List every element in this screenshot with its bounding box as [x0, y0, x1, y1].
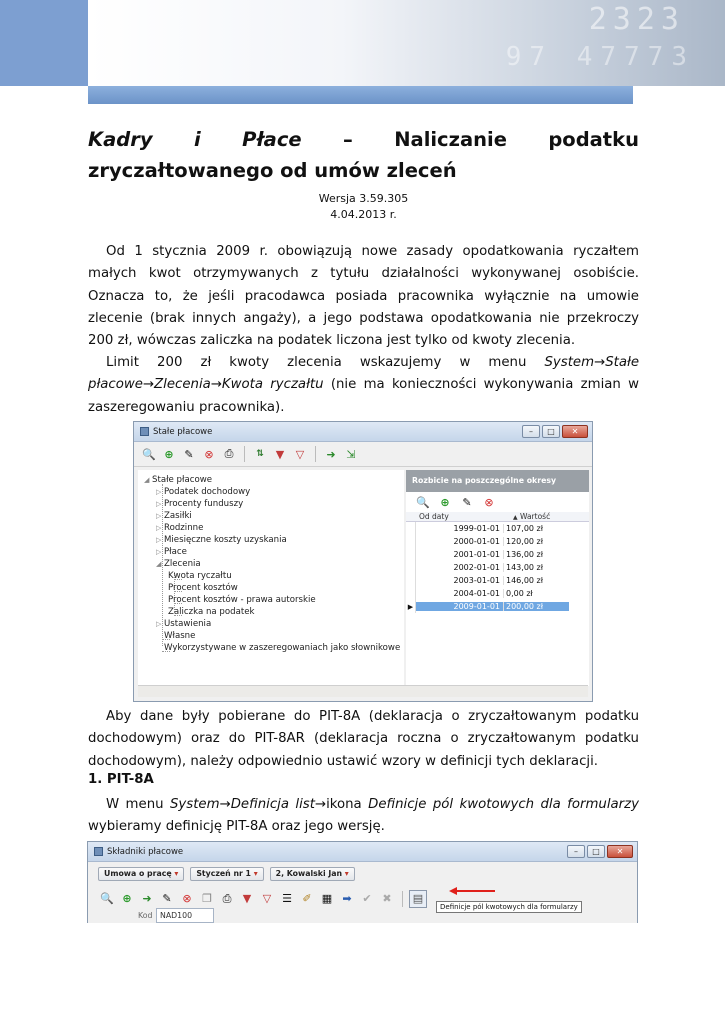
add-icon[interactable]: ⊕: [164, 447, 174, 461]
expanded-icon[interactable]: ◢: [156, 560, 162, 568]
cell-date: 2004-01-01: [453, 589, 500, 598]
cell-date: 2002-01-01: [453, 563, 500, 572]
tree-item-label: Podatek dochodowy: [164, 487, 251, 497]
window-titlebar: [134, 422, 592, 442]
w2-list-icon[interactable]: ☰: [282, 892, 292, 905]
cell-date: 2001-01-01: [453, 550, 500, 559]
import-icon[interactable]: ⇲: [346, 447, 356, 461]
collapsed-icon[interactable]: ▷: [156, 488, 162, 496]
panel-delete-icon[interactable]: ⊗: [484, 495, 494, 509]
document-title: [88, 124, 639, 186]
kod-input[interactable]: NAD100: [156, 908, 214, 923]
panel-edit-icon[interactable]: ✎: [462, 495, 472, 509]
collapsed-icon[interactable]: ▷: [156, 512, 162, 520]
banner-decoration-digits-2: 97 47773: [505, 42, 695, 72]
tree-item[interactable]: [156, 534, 287, 546]
expanded-icon[interactable]: ◢: [144, 476, 150, 484]
collapsed-icon[interactable]: ▷: [156, 500, 162, 508]
w2-delete-icon[interactable]: ⊗: [182, 892, 192, 905]
tree-item[interactable]: [168, 606, 255, 618]
window2-titlebar: [88, 842, 637, 862]
window-toolbar: [134, 442, 592, 467]
cell-value: 200,00 zł: [503, 602, 569, 611]
tree-item[interactable]: [156, 642, 400, 654]
collapsed-icon[interactable]: ▷: [156, 524, 162, 532]
tree-item[interactable]: [156, 546, 187, 558]
cell-date: 2000-01-01: [453, 537, 500, 546]
w2-filter-icon[interactable]: ▼: [242, 892, 252, 905]
w2-preview-icon[interactable]: 🔍: [100, 892, 114, 905]
print-icon[interactable]: ⎙: [224, 447, 234, 460]
panel-preview-icon[interactable]: 🔍: [416, 495, 430, 509]
cell-value: 120,00 zł: [503, 537, 569, 546]
w2-filter-clear-icon[interactable]: ▽: [262, 892, 272, 905]
row-marker: [406, 535, 416, 548]
paragraph-4-text-b: ikona: [326, 797, 369, 812]
window2-title: Składniki płacowe: [107, 846, 184, 857]
tree-item-label: Wykorzystywane w zaszeregowaniach jako słownikowe: [164, 643, 401, 653]
panel-title: Rozbicie na poszczególne okresy: [406, 470, 589, 492]
row-marker: [406, 522, 416, 535]
window-skladniki-placowe: [87, 841, 638, 923]
w2-cancel-icon[interactable]: ✖: [382, 892, 392, 905]
cell-date: 1999-01-01: [453, 524, 500, 533]
tree-item-label: Rodzinne: [164, 523, 204, 533]
version-label: Wersja 3.59.305: [318, 192, 409, 205]
tree-view: [138, 470, 404, 686]
table-row[interactable]: [406, 561, 589, 574]
delete-icon[interactable]: ⊗: [204, 447, 214, 461]
field-definitions-icon[interactable]: ▤: [409, 890, 427, 908]
sort-icon[interactable]: ⇅: [256, 449, 264, 459]
banner-strip: [88, 86, 633, 104]
row-pointer-icon: ▶: [406, 600, 416, 613]
grid-body: [406, 522, 589, 613]
paragraph-3-text: Aby dane były pobierane do PIT-8A (deklaracja o zryczałtowanym podatku dochodowym) oraz do PIT-8AR (deklaracja roczna o zryczałtowanym podatku dochodowym), należy odpowiednio ustawić wzory w definicji tych deklaracji.: [88, 709, 639, 769]
panel-add-icon[interactable]: ⊕: [440, 495, 450, 509]
tree-item[interactable]: [156, 618, 211, 630]
table-row[interactable]: [406, 600, 589, 613]
w2-copy-icon[interactable]: ❐: [202, 892, 212, 905]
menu-path: System→Stałe płacowe→Zlecenia→Kwota ryczałtu: [88, 355, 639, 393]
panel-toolbar: [406, 492, 589, 512]
paragraph-3: [88, 706, 639, 773]
tree-item[interactable]: [156, 498, 243, 510]
paragraph-4-text-c: wybieramy definicję PIT-8A oraz jego wersję.: [88, 819, 385, 835]
tree-item-label: Kwota ryczałtu: [168, 571, 232, 581]
w2-next-icon[interactable]: ➡: [342, 892, 352, 905]
title-rest: – Naliczanie podatku zryczałtowanego od umów zleceń: [88, 128, 639, 182]
cell-date: 2003-01-01: [453, 576, 500, 585]
tree-item[interactable]: [156, 522, 203, 534]
menu-path-2: System→Definicja list→: [169, 797, 327, 812]
tree-item[interactable]: [156, 558, 201, 570]
title-italic: Kadry i Płace: [88, 128, 302, 151]
tree-item-label: Własne: [164, 631, 196, 641]
w2-print-icon[interactable]: ⎙: [222, 891, 232, 905]
row-marker: [406, 548, 416, 561]
collapsed-icon[interactable]: ▷: [156, 536, 162, 544]
paragraph-4: [88, 794, 639, 839]
window-title: Stałe płacowe: [153, 426, 213, 437]
cell-value: 0,00 zł: [503, 589, 569, 598]
contract-dropdown[interactable]: Umowa o pracę ▾: [98, 867, 184, 881]
window2-minimize-button[interactable]: –: [567, 845, 585, 858]
minimize-button[interactable]: –: [522, 425, 540, 438]
preview-icon[interactable]: 🔍: [142, 447, 156, 461]
paragraph-1-text: Od 1 stycznia 2009 r. obowiązują nowe zasady opodatkowania ryczałtem małych kwot otrzymywanych z tytułu działalności wykonywanej osobiście. Oznacza to, że jeśli pracodawca posiada pracownika wyłącznie na umowie zlecenie (brak innych angaży), a jego podstawa opodatkowania nie przekroczy 200 zł, wówczas zaliczka na podatek liczona jest tylko od kwoty zlecenia.: [88, 244, 639, 349]
tree-item[interactable]: [144, 474, 212, 486]
table-row[interactable]: [406, 548, 589, 561]
tooltip: Definicje pól kwotowych dla formularzy: [436, 901, 582, 913]
w2-approve-icon[interactable]: ✔: [362, 892, 372, 905]
icon-name: Definicje pól kwotowych dla formularzy: [368, 797, 639, 812]
paragraph-2-text-b: (nie ma konieczności wykonywania zmian w zaszeregowaniu pracownika).: [88, 377, 639, 415]
red-arrow-icon: [449, 886, 497, 896]
collapsed-icon[interactable]: ▷: [156, 620, 162, 628]
tree-item[interactable]: [168, 570, 232, 582]
banner-decoration-digits: 2323: [588, 2, 685, 37]
tree-item-label: Procent kosztów: [168, 583, 238, 593]
cell-value: 143,00 zł: [503, 563, 569, 572]
paragraph-2-text-a: Limit 200 zł kwoty zlecenia wskazujemy w menu: [106, 355, 545, 370]
header-banner: [0, 0, 725, 104]
w2-edit-icon[interactable]: ✎: [162, 892, 172, 905]
periods-panel: [406, 470, 589, 686]
tree-item-label: Procenty funduszy: [164, 499, 244, 509]
w2-calculator-icon[interactable]: ▦: [321, 892, 333, 905]
banner-gradient: [88, 0, 725, 86]
column-value[interactable]: ▲ Wartość: [513, 512, 551, 521]
table-row[interactable]: [406, 587, 589, 600]
w2-add-icon[interactable]: ⊕: [122, 892, 132, 905]
table-row[interactable]: [406, 535, 589, 548]
window2-maximize-button[interactable]: □: [587, 845, 605, 858]
date-label: 4.04.2013 r.: [330, 208, 397, 221]
export-icon[interactable]: ➜: [326, 447, 336, 461]
row-marker: [406, 587, 416, 600]
tree-item-label: Zlecenia: [164, 559, 201, 569]
cell-value: 136,00 zł: [503, 550, 569, 559]
filter-clear-icon[interactable]: ▽: [295, 447, 305, 461]
w2-tools-icon[interactable]: ✐: [302, 892, 312, 905]
tree-item[interactable]: [168, 582, 238, 594]
banner-left-block: [0, 0, 88, 86]
tree-item-label: Płace: [164, 547, 187, 557]
status-bar: [138, 685, 588, 697]
window2-filters: [88, 862, 637, 886]
table-row[interactable]: [406, 522, 589, 535]
row-marker: [406, 561, 416, 574]
table-row[interactable]: [406, 574, 589, 587]
tree-item-label: Procent kosztów - prawa autorskie: [168, 595, 316, 605]
tree-item-label: Zaliczka na podatek: [168, 607, 255, 617]
window2-close-button[interactable]: ✕: [607, 845, 633, 858]
tree-item[interactable]: [168, 594, 316, 606]
cell-date: 2009-01-01: [416, 602, 503, 611]
window2-app-icon: [94, 847, 103, 856]
maximize-button[interactable]: □: [542, 425, 560, 438]
employee-dropdown[interactable]: 2, Kowalski Jan ▾: [270, 867, 355, 881]
grid-header: [406, 512, 589, 522]
cell-value: 107,00 zł: [503, 524, 569, 533]
paragraph-4-text-a: W menu: [106, 797, 170, 812]
row-marker: [406, 574, 416, 587]
tree-item[interactable]: [156, 630, 195, 642]
tree-item-label: Zasiłki: [164, 511, 192, 521]
arrow-head: [449, 887, 457, 895]
column-date[interactable]: Od daty: [419, 512, 449, 521]
paragraph-2: [88, 352, 639, 419]
cell-value: 146,00 zł: [503, 576, 569, 585]
tree-item-label: Miesięczne koszty uzyskania: [164, 535, 287, 545]
close-button[interactable]: ✕: [562, 425, 588, 438]
tree-item[interactable]: [156, 510, 192, 522]
tree-item-label: Ustawienia: [164, 619, 212, 629]
month-dropdown[interactable]: Styczeń nr 1 ▾: [190, 867, 263, 881]
tree-item-label: Stałe płacowe: [152, 475, 213, 485]
kod-label: Kod: [138, 911, 153, 920]
collapsed-icon[interactable]: ▷: [156, 548, 162, 556]
filter-icon[interactable]: ▼: [275, 447, 285, 461]
paragraph-1: [88, 241, 639, 352]
window-stale-placowe: [133, 421, 593, 702]
section-heading-pit8a: 1. PIT-8A: [88, 772, 154, 787]
window-app-icon: [140, 427, 149, 436]
edit-icon[interactable]: ✎: [184, 447, 194, 461]
w2-add-next-icon[interactable]: ➜: [142, 892, 152, 905]
tree-item[interactable]: [156, 486, 250, 498]
